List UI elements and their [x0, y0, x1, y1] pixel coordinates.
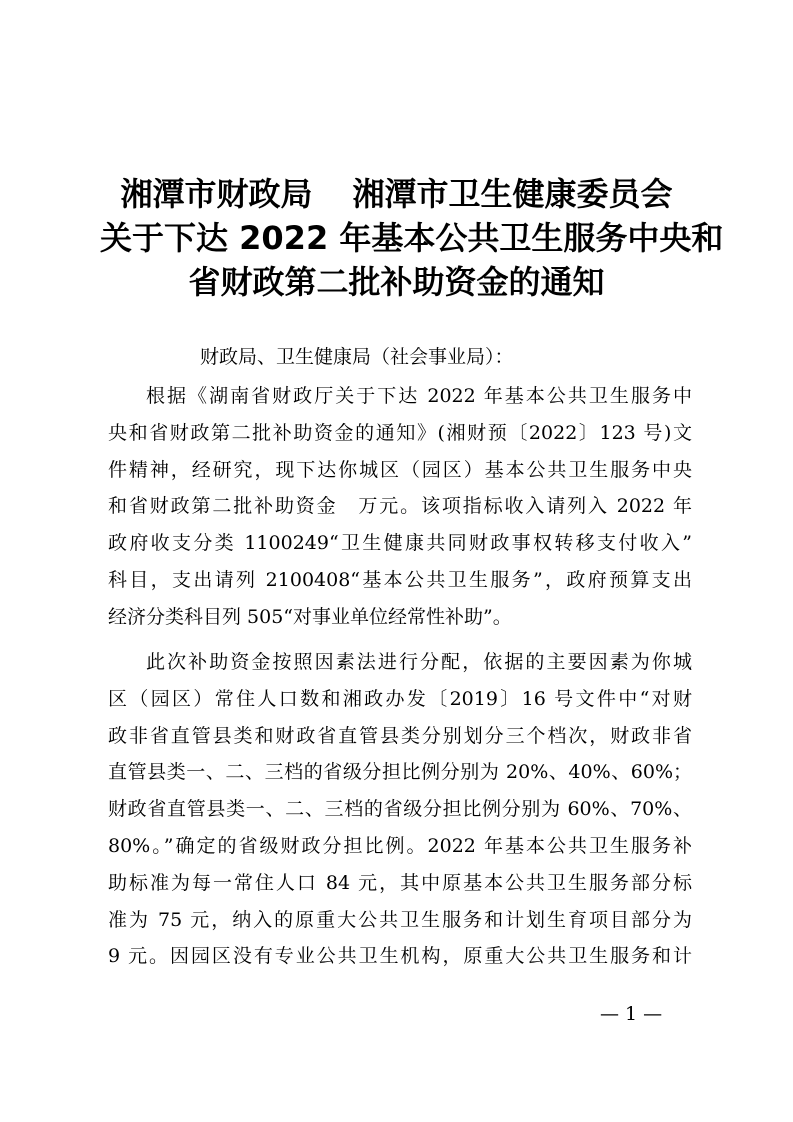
paragraph-2-line: 政非省直管县类和财政省直管县类分别划分三个档次，财政非省: [108, 724, 692, 747]
paragraph-2-line: 直管县类一、二、三档的省级分担比例分别为 20%、40%、60%；: [108, 761, 692, 784]
document-title: [100, 172, 724, 304]
paragraph-1-line: 经济分类科目列 505“对事业单位经常性补助”。: [108, 605, 512, 628]
paragraph-1-line: 根据《湖南省财政厅关于下达 2022 年基本公共卫生服务中: [146, 385, 692, 407]
paragraph-1-line: 央和省财政第二批补助资金的通知》(湘财预〔2022〕123 号)文: [108, 421, 692, 444]
paragraph-1-line: 和省财政第二批补助资金 万元。该项指标收入请列入 2022 年: [108, 495, 692, 518]
issuer-finance-bureau: 湘潭市财政局: [120, 175, 313, 213]
paragraph-1-line: 件精神，经研究，现下达你城区（园区）基本公共卫生服务中央: [108, 458, 692, 481]
title-line-1: [100, 172, 693, 216]
title-line-3: 省财政第二批补助资金的通知: [188, 263, 605, 301]
paragraph-1-line: 政府收支分类 1100249“卫生健康共同财政事权转移支付收入”: [108, 532, 692, 555]
paragraph-2-line: 财政省直管县类一、二、三档的省级分担比例分别为 60%、70%、: [108, 798, 692, 821]
paragraph-2: [108, 644, 692, 975]
paragraph-2-line: 准为 75 元，纳入的原重大公共卫生服务和计划生育项目部分为: [108, 908, 692, 931]
page-number: — 1 —: [600, 1003, 663, 1025]
paragraph-2-line: 80%。”确定的省级财政分担比例。2022 年基本公共卫生服务补: [108, 834, 692, 857]
paragraph-2-line: 助标准为每一常住人口 84 元，其中原基本公共卫生服务部分标: [108, 871, 692, 894]
paragraph-2-line: 9 元。因园区没有专业公共卫生机构，原重大公共卫生服务和计: [108, 945, 692, 968]
title-line-2: 关于下达 2022 年基本公共卫生服务中央和: [100, 219, 724, 257]
paragraph-1: [108, 378, 692, 636]
paragraph-2-line: 区（园区）常住人口数和湘政办发〔2019〕16 号文件中“对财: [108, 687, 692, 710]
paragraph-2-line: 此次补助资金按照因素法进行分配，依据的主要因素为你城: [146, 651, 692, 673]
paragraph-1-line: 科目，支出请列 2100408“基本公共卫生服务”，政府预算支出: [108, 568, 692, 591]
issuer-health-commission: 湘潭市卫生健康委员会: [352, 175, 673, 213]
salutation: 财政局、卫生健康局（社会事业局）：: [200, 346, 514, 368]
